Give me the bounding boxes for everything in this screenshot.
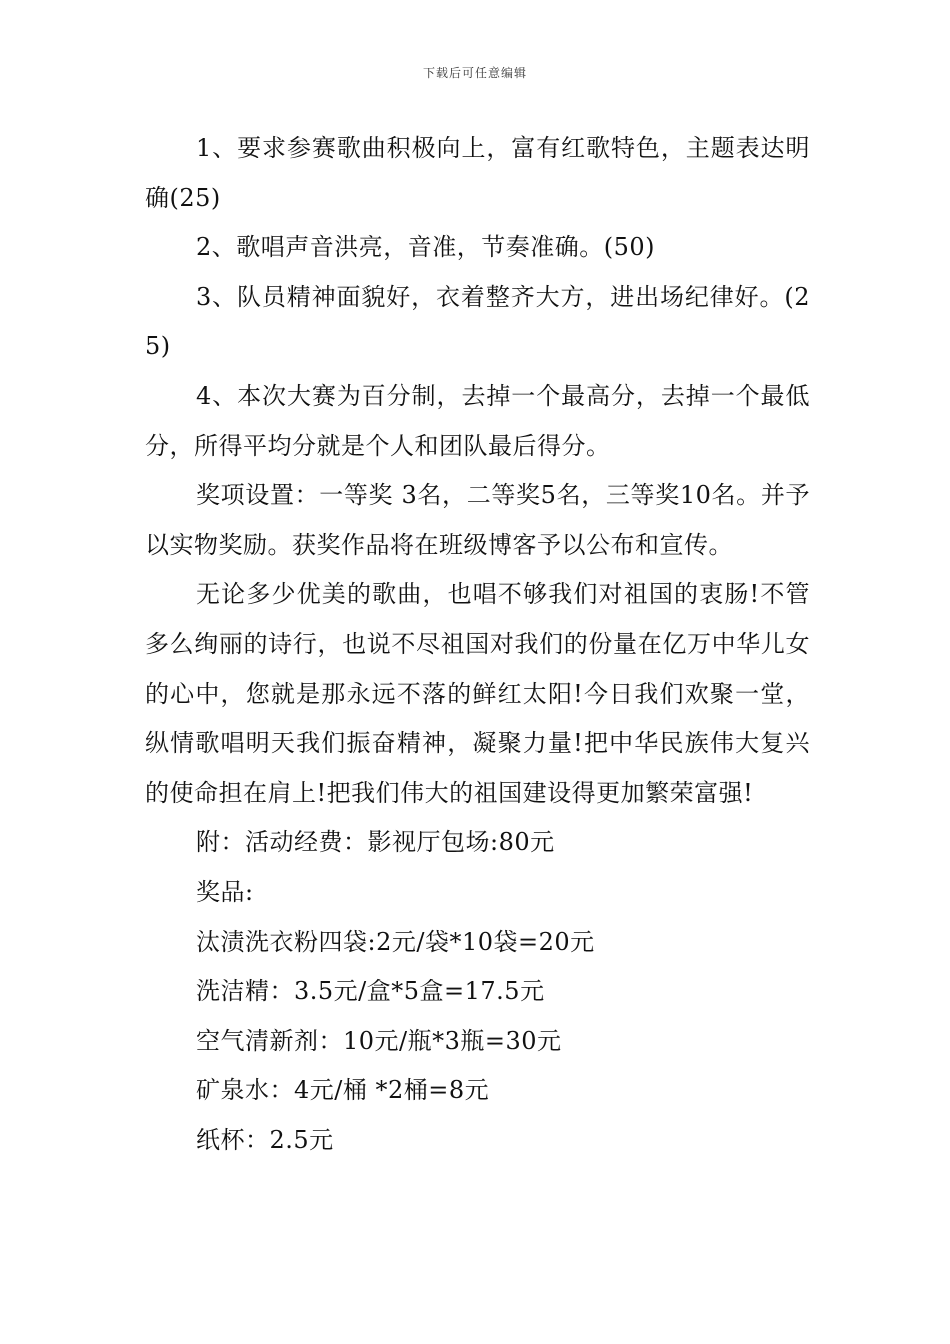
prize-cups-line: 纸杯：2.5元 (196, 1125, 334, 1154)
awards-paragraph: 奖项设置：一等奖 3名，二等奖5名，三等奖10名。并予以实物奖励。获奖作品将在班级博客予以公布和宣传。 (145, 481, 810, 559)
rule-4-paragraph: 4、本次大赛为百分制，去掉一个最高分，去掉一个最低分，所得平均分就是个人和团队最后得分。 (145, 381, 810, 460)
rule-1-paragraph: 1、要求参赛歌曲积极向上，富有红歌特色，主题表达明确(25) (145, 134, 810, 212)
rule-2-paragraph: 2、歌唱声音洪亮，音准，节奏准确。(50) (196, 233, 656, 262)
prize-air-freshener-line: 空气清新剂：10元/瓶*3瓶=30元 (196, 1026, 562, 1055)
closing-paragraph: 无论多少优美的歌曲，也唱不够我们对祖国的衷肠!不管多么绚丽的诗行，也说不尽祖国对我们的份量在亿万中华儿女的心中，您就是那永远不落的鲜红太阳!今日我们欢聚一堂，纵情歌唱明天我们振奋精神，凝聚力量!把中华民族伟大复兴的使命担在肩上!把我们伟大的祖国建设得更加繁荣富强! (145, 580, 810, 807)
prize-water-line: 矿泉水：4元/桶 *2桶=8元 (196, 1076, 490, 1105)
budget-venue-line: 附：活动经费：影视厅包场:80元 (196, 828, 555, 857)
rule-3-paragraph: 3、队员精神面貌好，衣着整齐大方，进出场纪律好。(25) (145, 282, 810, 361)
page-header: 下载后可任意编辑 (422, 66, 527, 80)
prize-detergent-line: 汰渍洗衣粉四袋:2元/袋*10袋=20元 (196, 927, 595, 956)
document-body (145, 124, 810, 1165)
prizes-heading: 奖品: (196, 877, 254, 906)
prize-dish-soap-line: 洗洁精：3.5元/盒*5盒=17.5元 (196, 977, 545, 1006)
